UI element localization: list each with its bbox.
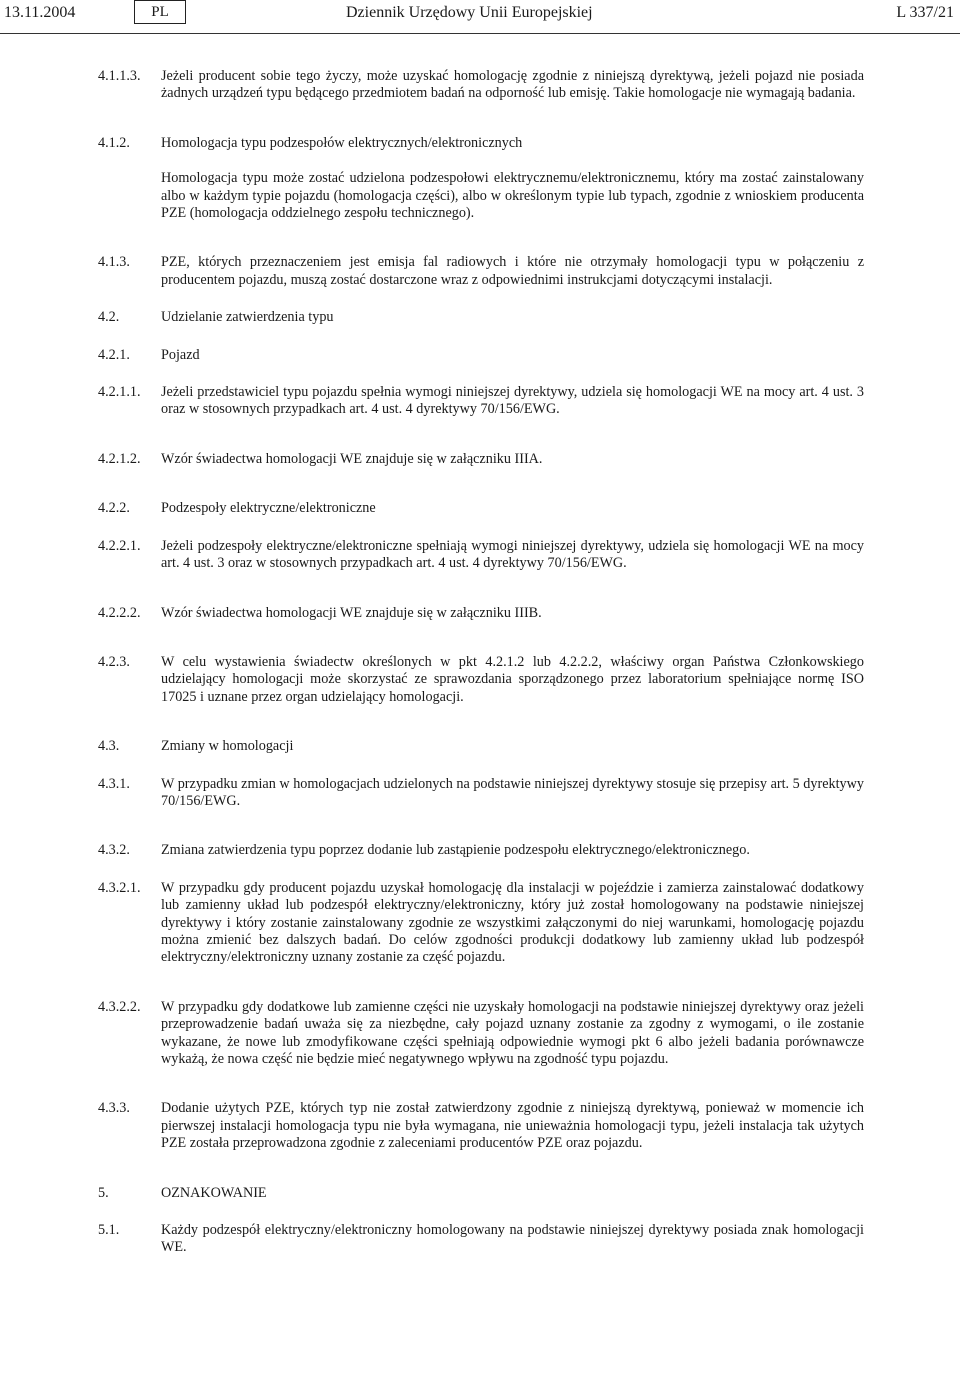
section-4-1-1-3 xyxy=(98,68,864,103)
section-number: 4.3.2.2. xyxy=(98,998,141,1015)
section-4-2-1 xyxy=(98,347,864,364)
document-body xyxy=(98,68,864,1257)
section-text: W przypadku gdy producent pojazdu uzyskał homologację dla instalacji w pojeździe i zamierza zainstalować dodatkowy lub zamienny układ lub podzespół elektryczny/elektroniczny, który już został homologowany na podstawie niniejszej dyrektywy i który zostanie zainstalowany zgodnie ze wszystkimi załączonymi do niej warunkami, homologację pojazdu można zmienić bez dalszych badań. Do celów zgodności produkcji dodatkowy lub zamienny układ lub podzespół elektryczny/elektroniczny uznany zostanie za część pojazdu. xyxy=(161,879,864,966)
section-heading: OZNAKOWANIE xyxy=(161,1184,267,1201)
section-5-1 xyxy=(98,1222,864,1257)
section-4-2 xyxy=(98,309,864,326)
section-number: 4.2.1. xyxy=(98,346,130,363)
section-number: 4.2.1.2. xyxy=(98,450,141,467)
section-text: Jeżeli podzespoły elektryczne/elektroniczne spełniają wymogi niniejszej dyrektywy, udziela się homologacji WE na mocy art. 4 ust. 3 oraz w stosownych przypadkach art. 4 ust. 4 dyrektywy 70/156/EWG. xyxy=(161,537,864,572)
section-number: 4.2.2.2. xyxy=(98,604,141,621)
section-text: Dodanie użytych PZE, których typ nie został zatwierdzony zgodnie z niniejszą dyrektywą, ponieważ w momencie ich pierwszej instalacji homologacja typu nie była wymagana, nie unieważnia homologacji typu, jeżeli instalacja tak użytych PZE została przeprowadzona zgodnie z zaleceniami producentów PZE oraz pojazdu. xyxy=(161,1100,864,1152)
section-4-1-2 xyxy=(98,135,864,152)
section-number: 4.2.2. xyxy=(98,500,130,517)
section-4-3-2-1 xyxy=(98,880,864,967)
section-4-3-3 xyxy=(98,1100,864,1152)
section-4-2-2-2 xyxy=(98,605,864,622)
section-number: 5.1. xyxy=(98,1222,120,1239)
section-number: 4.1.3. xyxy=(98,254,130,271)
page-reference: L 337/21 xyxy=(896,4,954,21)
section-text: Jeżeli producent sobie tego życzy, może uzyskać homologację zgodnie z niniejszą dyrektywą, jeżeli pojazd nie posiada żadnych urządzeń typu będącego przedmiotem badań na odporność lub emisję. Takie homologacje nie wymagają badania. xyxy=(161,68,864,102)
section-heading: Homologacja typu podzespołów elektrycznych/elektronicznych xyxy=(161,134,523,151)
section-4-2-3 xyxy=(98,654,864,706)
section-number: 4.3.3. xyxy=(98,1100,130,1117)
language-badge: PL xyxy=(134,0,186,24)
section-text: Każdy podzespół elektryczny/elektroniczny homologowany na podstawie niniejszej dyrektywy posiada znak homologacji WE. xyxy=(161,1222,864,1256)
section-4-2-1-2 xyxy=(98,451,864,468)
section-number: 4.3.2. xyxy=(98,842,130,859)
section-text: W przypadku gdy dodatkowe lub zamienne części nie uzyskały homologacji na podstawie niniejszej dyrektywy oraz jeżeli przeprowadzenie badań uważa się za niezbędne, cały pojazd uznany zostanie za zgodny z wymogami, o ile zostanie wykazane, że nowe lub zmodyfikowane części spełniają odpowiednie wymogi pkt 6 albo jeżeli badania porównawcze wykażą, że nowa część nie będzie mieć negatywnego wpływu na zgodność typu pojazdu. xyxy=(161,998,864,1067)
section-text: Wzór świadectwa homologacji WE znajduje się w załączniku IIIB. xyxy=(161,604,542,621)
section-text: Zmiana zatwierdzenia typu poprzez dodanie lub zastąpienie podzespołu elektrycznego/elektronicznego. xyxy=(161,842,750,859)
section-number: 5. xyxy=(98,1184,109,1201)
section-text: W przypadku zmian w homologacjach udzielonych na podstawie niniejszej dyrektywy stosuje się przepisy art. 5 dyrektywy 70/156/EWG. xyxy=(161,775,864,809)
section-heading: Zmiany w homologacji xyxy=(161,738,294,755)
section-number: 4.1.1.3. xyxy=(98,68,141,84)
section-number: 4.3. xyxy=(98,738,120,755)
section-4-1-2-body xyxy=(98,170,864,222)
section-heading: Udzielanie zatwierdzenia typu xyxy=(161,309,334,326)
section-text: W celu wystawienia świadectw określonych w pkt 4.2.1.2 lub 4.2.2.2, właściwy organ Państwa Członkowskiego udzielający homologacji może skorzystać ze sprawozdania sporządzonego przez laboratorium spełniające normę ISO 17025 i uznane przez organ udzielający homologacji. xyxy=(161,653,864,705)
section-4-3-2 xyxy=(98,842,864,859)
section-4-2-2 xyxy=(98,500,864,517)
section-5 xyxy=(98,1185,864,1202)
publication-date: 13.11.2004 xyxy=(4,4,76,21)
page-header xyxy=(0,0,960,30)
section-4-1-3 xyxy=(98,254,864,289)
section-heading: Pojazd xyxy=(161,346,200,363)
section-4-3-2-2 xyxy=(98,999,864,1069)
section-number: 4.3.1. xyxy=(98,775,130,792)
header-divider xyxy=(0,33,960,34)
section-text: Jeżeli przedstawiciel typu pojazdu spełnia wymogi niniejszej dyrektywy, udziela się homologacji WE na mocy art. 4 ust. 3 oraz w stosownych przypadkach art. 4 ust. 4 dyrektywy 70/156/EWG. xyxy=(161,384,864,418)
section-heading: Podzespoły elektryczne/elektroniczne xyxy=(161,500,376,517)
section-number: 4.2. xyxy=(98,309,120,326)
section-text: Wzór świadectwa homologacji WE znajduje się w załączniku IIIA. xyxy=(161,450,543,467)
section-text: Homologacja typu może zostać udzielona podzespołowi elektrycznemu/elektronicznemu, który ma zostać zainstalowany albo w każdym typie pojazdu (homologacja części), albo w określonym typie lub typach, zgodnie z wnioskiem producenta PZE (homologacja oddzielnego zespołu technicznego). xyxy=(161,170,864,222)
section-4-2-2-1 xyxy=(98,538,864,573)
section-number: 4.2.2.1. xyxy=(98,537,141,554)
section-4-3 xyxy=(98,738,864,755)
section-4-3-1 xyxy=(98,776,864,811)
section-number: 4.1.2. xyxy=(98,134,130,151)
section-text: PZE, których przeznaczeniem jest emisja fal radiowych i które nie otrzymały homologacji typu w połączeniu z producentem pojazdu, muszą zostać dostarczone wraz z odpowiednimi instrukcjami dotyczącymi instalacji. xyxy=(161,254,864,288)
section-number: 4.2.3. xyxy=(98,653,130,670)
journal-title: Dziennik Urzędowy Unii Europejskiej xyxy=(346,4,593,21)
section-4-2-1-1 xyxy=(98,384,864,419)
section-number: 4.3.2.1. xyxy=(98,879,141,896)
section-number: 4.2.1.1. xyxy=(98,384,141,401)
